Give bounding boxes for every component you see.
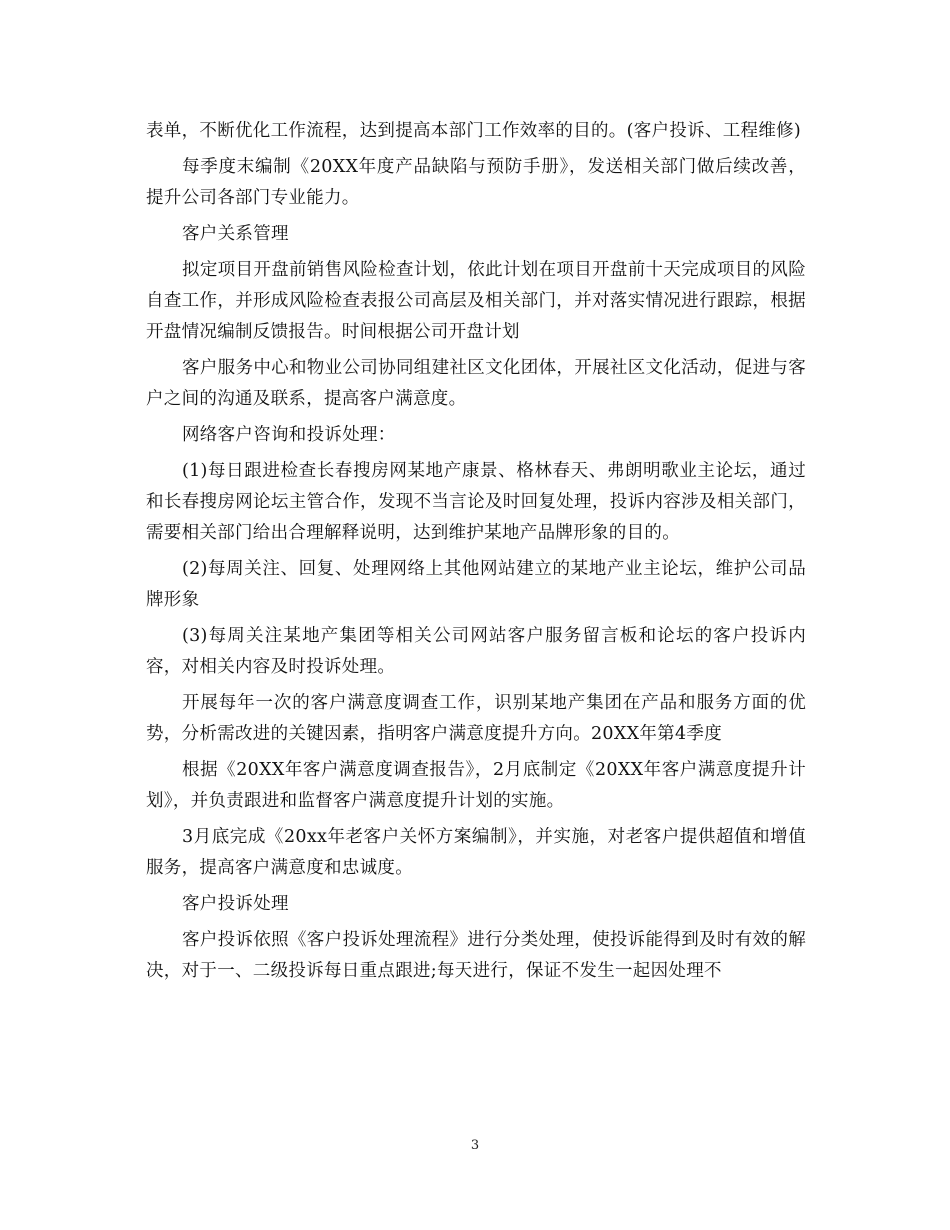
paragraph-risk-check: 拟定项目开盘前销售风险检查计划，依此计划在项目开盘前十天完成项目的风险自查工作，并形成风险检查表报公司高层及相关部门，并对落实情况进行跟踪，根据开盘情况编制反馈报告。时间根据公司开盘计划 [146,260,806,342]
heading-complaint-handling: 客户投诉处理 [182,894,289,914]
document-body [146,116,806,992]
paragraph-form-continuation: 表单，不断优化工作流程，达到提高本部门工作效率的目的。(客户投诉、工程维修) [146,121,802,141]
paragraph-complaint-process: 客户投诉依照《客户投诉处理流程》进行分类处理，使投诉能得到及时有效的解决，对于一、二级投诉每日重点跟进;每天进行，保证不发生一起因处理不 [146,930,806,981]
list-item-online-3: (3)每周关注某地产集团等相关公司网站客户服务留言板和论坛的客户投诉内容，对相关内容及时投诉处理。 [146,626,806,677]
paragraph-satisfaction-plan: 根据《20XX年客户满意度调查报告》，2月底制定《20XX年客户满意度提升计划》，并负责跟进和监督客户满意度提升计划的实施。 [146,760,806,811]
paragraph-satisfaction-survey: 开展每年一次的客户满意度调查工作，识别某地产集团在产品和服务方面的优势，分析需改进的关键因素，指明客户满意度提升方向。20XX年第4季度 [146,693,806,744]
list-item-online-2: (2)每周关注、回复、处理网络上其他网站建立的某地产业主论坛，维护公司品牌形象 [146,559,806,610]
paragraph-community-culture: 客户服务中心和物业公司协同组建社区文化团体，开展社区文化活动，促进与客户之间的沟通及联系，提高客户满意度。 [146,358,806,409]
heading-online-complaints: 网络客户咨询和投诉处理： [182,425,396,445]
heading-customer-relations: 客户关系管理 [182,224,289,244]
paragraph-defect-manual: 每季度末编制《20XX年度产品缺陷与预防手册》，发送相关部门做后续改善，提升公司各部门专业能力。 [146,157,806,208]
page-number: 3 [470,1138,480,1153]
list-item-online-1: (1)每日跟进检查长春搜房网某地产康景、格林春天、弗朗明歌业主论坛，通过和长春搜房网论坛主管合作，发现不当言论及时回复处理，投诉内容涉及相关部门，需要相关部门给出合理解释说明，达到维护某地产品牌形象的目的。 [146,461,806,543]
paragraph-old-customer-care: 3月底完成《20xx年老客户关怀方案编制》，并实施，对老客户提供超值和增值服务，提高客户满意度和忠诚度。 [146,827,806,878]
